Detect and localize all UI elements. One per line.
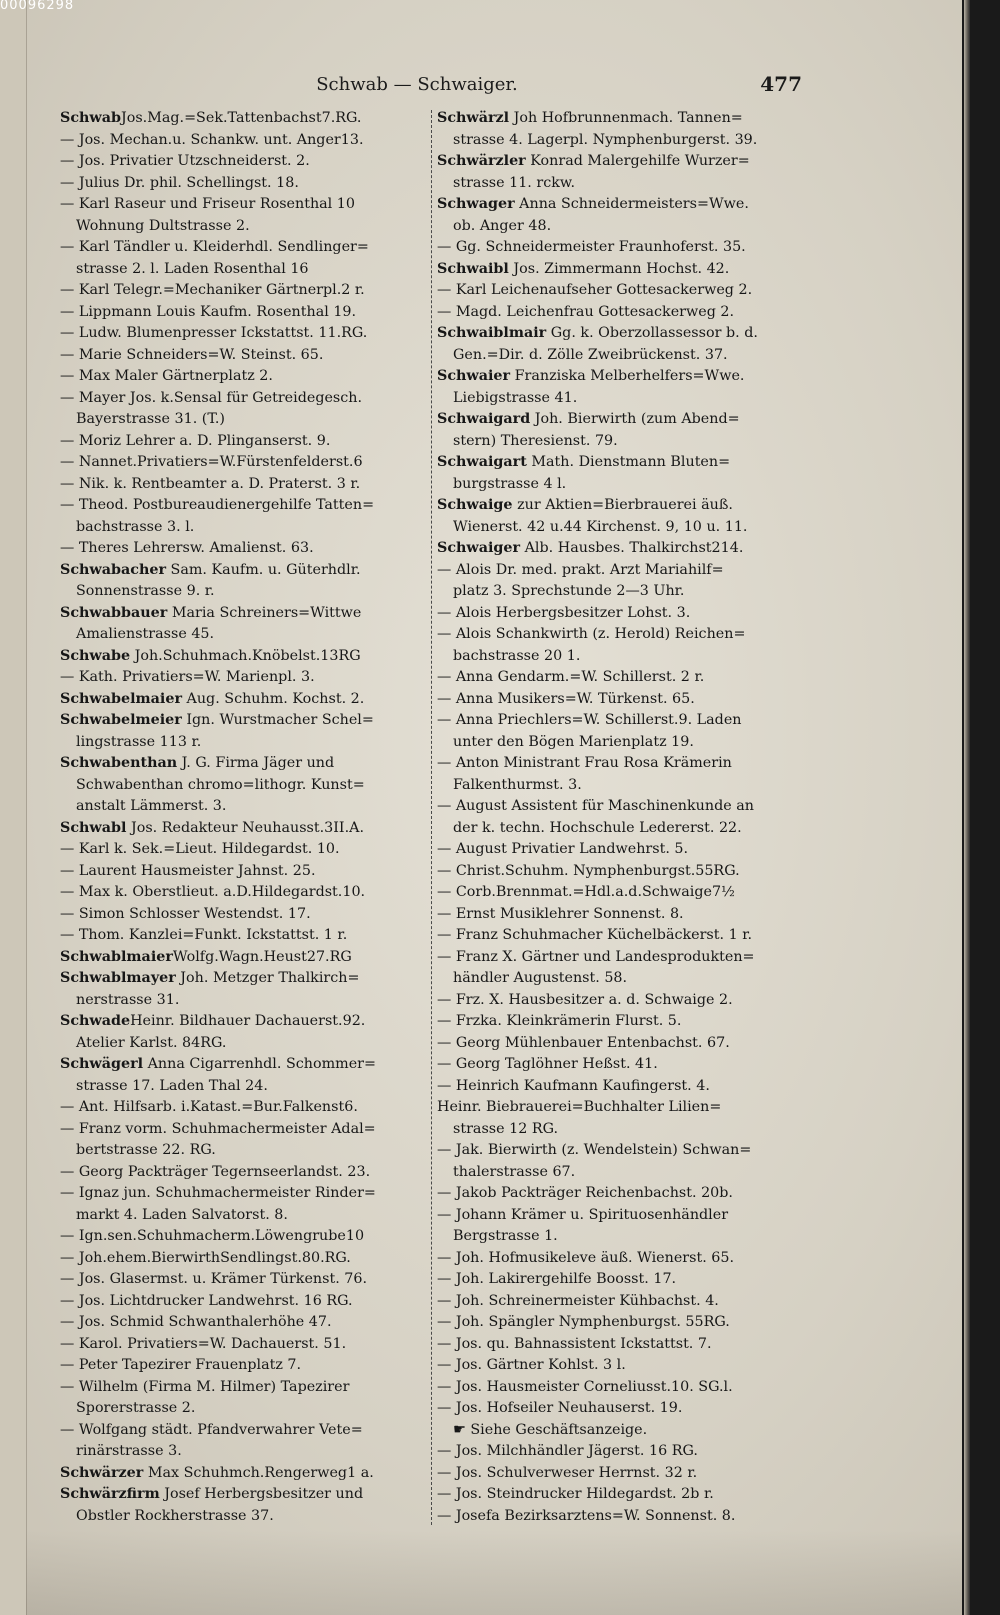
- entry-surname: Schwablmayer: [60, 970, 176, 986]
- entry-text: — Peter Tapezirer Frauenplatz 7.: [60, 1357, 302, 1373]
- entry-text: strasse 17. Laden Thal 24.: [76, 1077, 268, 1094]
- directory-entry-line: [60, 904, 430, 926]
- entry-text: anstalt Lämmerst. 3.: [76, 798, 227, 814]
- entry-text: — Jos. Lichtdrucker Landwehrst. 16 RG.: [60, 1292, 353, 1309]
- entry-text: — Karl Tändler u. Kleiderhdl. Sendlinger=: [60, 239, 369, 255]
- directory-entry-line: [437, 1420, 812, 1442]
- entry-text: Joh.Schuhmach.Knöbelst.13RG: [130, 647, 361, 664]
- entry-text: — Wilhelm (Firma M. Hilmer) Tapezirer: [60, 1378, 350, 1395]
- entry-text: unter den Bögen Marienplatz 19.: [453, 733, 694, 750]
- directory-entry-line: [60, 495, 430, 517]
- entry-text: — Laurent Hausmeister Jahnst. 25.: [60, 862, 316, 879]
- entry-text: — Jos. Mechan.u. Schankw. unt. Anger13.: [60, 131, 364, 148]
- entry-text: — Theod. Postbureaudienergehilfe Tatten=: [60, 497, 375, 513]
- directory-entry-line: [60, 818, 430, 840]
- directory-entry-line: [437, 818, 812, 840]
- entry-text: strasse 4. Lagerpl. Nymphenburgerst. 39.: [453, 131, 758, 148]
- directory-entry-line: [437, 495, 812, 517]
- directory-entry-line: [60, 1355, 430, 1377]
- directory-entry-line: [437, 861, 812, 883]
- directory-entry-line: [60, 968, 430, 990]
- entry-text: — Ignaz jun. Schuhmachermeister Rinder=: [60, 1185, 376, 1201]
- directory-entry-line: [437, 1334, 812, 1356]
- directory-entry-line: [437, 1312, 812, 1334]
- directory-entry-line: [60, 173, 430, 195]
- entry-text: Joh. Bierwirth (zum Abend=: [530, 411, 740, 427]
- entry-text: — Jos. Steindrucker Hildegardst. 2b r.: [437, 1486, 714, 1502]
- entry-surname: Schwabelmeier: [60, 712, 182, 728]
- running-head: Schwab — Schwaiger.: [316, 74, 518, 95]
- entry-text: lingstrasse 113 r.: [76, 733, 202, 750]
- entry-text: Amalienstrasse 45.: [76, 626, 215, 642]
- directory-entry-line: [437, 839, 812, 861]
- directory-entry-line: [437, 732, 812, 754]
- directory-entry-line: [437, 925, 812, 947]
- entry-text: — Wolfgang städt. Pfandverwahrer Vete=: [60, 1421, 363, 1438]
- entry-surname: Schwaibl: [437, 260, 509, 277]
- directory-entry-line: [60, 1377, 430, 1399]
- directory-entry-line: [437, 947, 812, 969]
- directory-entry-line: [437, 302, 812, 324]
- entry-text: — Joh. Spängler Nymphenburgst. 55RG.: [437, 1314, 730, 1330]
- entry-text: Bayerstrasse 31. (T.): [76, 411, 225, 427]
- directory-entry-line: [60, 1420, 430, 1442]
- entry-text: — Theres Lehrersw. Amalienst. 63.: [60, 540, 314, 556]
- entry-text: rinärstrasse 3.: [76, 1443, 182, 1459]
- entry-text: Josef Herbergsbesitzer und: [159, 1486, 364, 1502]
- directory-entry-line: [437, 603, 812, 625]
- entry-text: — Joh. Lakirergehilfe Boosst. 17.: [437, 1271, 677, 1287]
- directory-entry-line: [437, 237, 812, 259]
- directory-entry-line: [60, 1441, 430, 1463]
- directory-entry-line: [437, 323, 812, 345]
- entry-surname: Schwaigart: [437, 454, 527, 470]
- entry-surname: Schwabacher: [60, 561, 166, 578]
- entry-text: — Christ.Schuhm. Nymphenburgst.55RG.: [437, 862, 740, 879]
- directory-entry-line: [60, 1162, 430, 1184]
- entry-text: Gg. k. Oberzollassessor b. d.: [546, 325, 758, 341]
- entry-text: — Nik. k. Rentbeamter a. D. Praterst. 3 r.: [60, 475, 361, 492]
- entry-text: — Thom. Kanzlei=Funkt. Ickstattst. 1 r.: [60, 927, 348, 943]
- entry-text: — Gg. Schneidermeister Fraunhoferst. 35.: [437, 239, 746, 255]
- directory-entry-line: [60, 1205, 430, 1227]
- entry-text: Sporerstrasse 2.: [76, 1400, 196, 1416]
- entry-text: — Corb.Brennmat.=Hdl.a.d.Schwaige7½: [437, 884, 735, 900]
- directory-entry-line: [60, 1097, 430, 1119]
- directory-entry-line: [60, 1291, 430, 1313]
- entry-text: ob. Anger 48.: [453, 217, 552, 234]
- entry-text: — Karl Raseur und Friseur Rosenthal 10: [60, 196, 355, 212]
- entry-text: — Simon Schlosser Westendst. 17.: [60, 905, 311, 922]
- directory-entry-line: [60, 861, 430, 883]
- entry-text: Wohnung Dultstrasse 2.: [76, 217, 250, 234]
- directory-entry-line: [60, 1183, 430, 1205]
- entry-text: Alb. Hausbes. Thalkirchst214.: [520, 540, 744, 556]
- entry-text: Jos. Redakteur Neuhausst.3II.A.: [126, 819, 364, 836]
- directory-entry-line: [437, 1291, 812, 1313]
- entry-text: — Jos. Hofseiler Neuhauserst. 19.: [437, 1400, 683, 1416]
- directory-entry-line: [437, 581, 812, 603]
- archive-stamp: 00096298: [0, 0, 75, 13]
- entry-text: Jos.Mag.=Sek.Tattenbachst7.RG.: [121, 110, 362, 126]
- directory-entry-line: [60, 1054, 430, 1076]
- directory-entry-line: [60, 345, 430, 367]
- directory-entry-line: [60, 431, 430, 453]
- directory-entry-line: [437, 968, 812, 990]
- directory-entry-line: [437, 1097, 812, 1119]
- directory-entry-line: [437, 431, 812, 453]
- entry-text: Math. Dienstmann Bluten=: [526, 454, 731, 470]
- entry-text: — Jos. Glasermst. u. Krämer Türkenst. 76.: [60, 1271, 368, 1287]
- directory-entry-line: [60, 1506, 430, 1528]
- directory-entry-line: [437, 646, 812, 668]
- directory-entry-line: [437, 1076, 812, 1098]
- directory-entry-line: [437, 474, 812, 496]
- directory-entry-line: [60, 194, 430, 216]
- entry-text: Gen.=Dir. d. Zölle Zweibrückenst. 37.: [453, 346, 728, 363]
- entry-text: — Joh. Hofmusikeleve äuß. Wienerst. 65.: [437, 1249, 735, 1266]
- directory-entry-line: [60, 474, 430, 496]
- directory-entry-line: [437, 130, 812, 152]
- entry-text: nerstrasse 31.: [76, 991, 180, 1008]
- directory-entry-line: [437, 1463, 812, 1485]
- entry-text: — Kath. Privatiers=W. Marienpl. 3.: [60, 669, 315, 685]
- entry-text: — Karol. Privatiers=W. Dachauerst. 51.: [60, 1335, 347, 1352]
- entry-text: Franziska Melberhelfers=Wwe.: [510, 368, 745, 384]
- directory-entry-line: [60, 1269, 430, 1291]
- directory-entry-line: [60, 947, 430, 969]
- entry-text: Aug. Schuhm. Kochst. 2.: [181, 690, 365, 707]
- entry-text: — Anna Gendarm.=W. Schillerst. 2 r.: [437, 669, 705, 685]
- directory-entry-line: [60, 1484, 430, 1506]
- entry-surname: Schwabl: [60, 819, 127, 836]
- entry-text: — Georg Taglöhner Heßst. 41.: [437, 1056, 658, 1072]
- entry-text: — Anna Priechlers=W. Schillerst.9. Laden: [437, 712, 742, 728]
- directory-entry-line: [437, 517, 812, 539]
- directory-entry-line: [437, 1162, 812, 1184]
- directory-entry-line: [437, 796, 812, 818]
- directory-entry-line: [60, 280, 430, 302]
- directory-entry-line: [60, 1076, 430, 1098]
- directory-entry-line: [60, 1226, 430, 1248]
- entry-text: — Jak. Bierwirth (z. Wendelstein) Schwan=: [437, 1142, 752, 1158]
- left-column: [60, 108, 430, 1527]
- directory-entry-line: [60, 732, 430, 754]
- directory-entry-line: [60, 151, 430, 173]
- entry-text: — Magd. Leichenfrau Gottesackerweg 2.: [437, 303, 735, 320]
- entry-text: — Ant. Hilfsarb. i.Katast.=Bur.Falkenst6.: [60, 1099, 358, 1115]
- entry-surname: Schwager: [437, 196, 515, 212]
- directory-entry-line: [437, 775, 812, 797]
- directory-entry-line: [437, 1506, 812, 1528]
- page-fold-edge: [964, 0, 970, 1615]
- entry-text: — Ernst Musiklehrer Sonnenst. 8.: [437, 905, 684, 922]
- entry-text: — Frz. X. Hausbesitzer a. d. Schwaige 2.: [437, 991, 733, 1008]
- directory-entry-line: [60, 753, 430, 775]
- directory-entry-line: [60, 646, 430, 668]
- entry-text: — Jos. qu. Bahnassistent Ickstattst. 7.: [437, 1335, 712, 1352]
- adjacent-page-edge: [0, 0, 27, 1615]
- entry-text: strasse 12 RG.: [453, 1120, 559, 1137]
- directory-entry-line: [437, 1183, 812, 1205]
- entry-text: bachstrasse 3. l.: [76, 518, 195, 535]
- entry-text: Heinr. Bildhauer Dachauerst.92.: [130, 1013, 366, 1029]
- entry-text: — Alois Dr. med. prakt. Arzt Mariahilf=: [437, 561, 724, 578]
- directory-entry-line: [60, 237, 430, 259]
- directory-entry-line: [60, 1334, 430, 1356]
- entry-text: — Anton Ministrant Frau Rosa Krämerin: [437, 755, 732, 771]
- entry-text: Joh Hofbrunnenmach. Tannen=: [509, 110, 743, 126]
- entry-text: strasse 11. rckw.: [453, 174, 575, 191]
- directory-entry-line: [437, 388, 812, 410]
- directory-entry-line: [437, 259, 812, 281]
- entry-text: — Franz X. Gärtner und Landesprodukten=: [437, 948, 755, 965]
- directory-entry-line: [60, 108, 430, 130]
- directory-entry-line: [437, 904, 812, 926]
- directory-entry-line: [437, 108, 812, 130]
- entry-surname: Schwaiger: [437, 540, 521, 556]
- directory-entry-line: [437, 345, 812, 367]
- entry-text: Wienerst. 42 u.44 Kirchenst. 9, 10 u. 11.: [453, 518, 748, 535]
- entry-text: — Jos. Hausmeister Corneliusst.10. SG.l.: [437, 1378, 733, 1395]
- directory-entry-line: [60, 366, 430, 388]
- directory-entry-line: [437, 1441, 812, 1463]
- entry-text: — August Privatier Landwehrst. 5.: [437, 841, 689, 857]
- entry-text: — Jos. Gärtner Kohlst. 3 l.: [437, 1357, 626, 1373]
- entry-text: — Alois Herbergsbesitzer Lohst. 3.: [437, 604, 691, 621]
- entry-text: — Max k. Oberstlieut. a.D.Hildegardst.10.: [60, 884, 366, 900]
- directory-entry-line: [437, 1398, 812, 1420]
- directory-entry-line: [60, 259, 430, 281]
- directory-entry-line: [437, 624, 812, 646]
- directory-entry-line: [437, 1377, 812, 1399]
- entry-text: — Ludw. Blumenpresser Ickstattst. 11.RG.: [60, 325, 368, 341]
- directory-entry-line: [60, 452, 430, 474]
- entry-text: burgstrasse 4 l.: [453, 475, 567, 492]
- directory-entry-line: [437, 280, 812, 302]
- directory-entry-line: [60, 538, 430, 560]
- entry-text: händler Augustenst. 58.: [453, 970, 628, 986]
- directory-entry-line: [437, 1248, 812, 1270]
- entry-text: Ign. Wurstmacher Schel=: [181, 712, 374, 728]
- directory-entry-line: [60, 1119, 430, 1141]
- entry-surname: Schwabbauer: [60, 604, 168, 621]
- entry-text: — Josefa Bezirksarztens=W. Sonnenst. 8.: [437, 1507, 736, 1524]
- entry-surname: Schwabelmaier: [60, 690, 182, 707]
- entry-text: thalerstrasse 67.: [453, 1163, 576, 1180]
- entry-text: — Moriz Lehrer a. D. Plinganserst. 9.: [60, 432, 331, 449]
- entry-text: bertstrasse 22. RG.: [76, 1142, 216, 1158]
- entry-text: Jos. Zimmermann Hochst. 42.: [508, 260, 730, 277]
- directory-entry-line: [437, 1226, 812, 1248]
- directory-entry-line: [437, 1119, 812, 1141]
- directory-entry-line: [60, 323, 430, 345]
- directory-entry-line: [437, 1484, 812, 1506]
- entry-surname: Schwaier: [437, 368, 511, 384]
- entry-surname: Schwaigard: [437, 411, 531, 427]
- entry-surname: Schwabe: [60, 647, 131, 664]
- directory-entry-line: [60, 1248, 430, 1270]
- entry-surname: Schwaiblmair: [437, 325, 547, 341]
- directory-entry-line: [60, 517, 430, 539]
- directory-entry-line: [60, 667, 430, 689]
- entry-surname: Schwade: [60, 1013, 131, 1029]
- entry-text: stern) Theresienst. 79.: [453, 432, 618, 449]
- directory-entry-line: [60, 689, 430, 711]
- entry-text: Sam. Kaufm. u. Güterhdlr.: [165, 561, 361, 578]
- entry-text: Bergstrasse 1.: [453, 1228, 558, 1244]
- entry-text: — Lippmann Louis Kaufm. Rosenthal 19.: [60, 303, 357, 320]
- entry-text: Max Schuhmch.Rengerweg1 a.: [143, 1464, 374, 1481]
- entry-text: — Karl Telegr.=Mechaniker Gärtnerpl.2 r.: [60, 282, 365, 298]
- entry-surname: Schwärzler: [437, 153, 526, 169]
- entry-text: Liebigstrasse 41.: [453, 389, 578, 406]
- entry-surname: Schwab: [60, 110, 121, 126]
- entry-text: — Max Maler Gärtnerplatz 2.: [60, 368, 273, 384]
- directory-entry-line: [437, 173, 812, 195]
- entry-surname: Schwablmaier: [60, 948, 173, 965]
- entry-text: — Anna Musikers=W. Türkenst. 65.: [437, 690, 695, 707]
- directory-entry-line: [60, 1463, 430, 1485]
- entry-surname: Schwaige: [437, 497, 513, 513]
- entry-text: — Julius Dr. phil. Schellingst. 18.: [60, 174, 299, 191]
- entry-text: Schwabenthan chromo=lithogr. Kunst=: [76, 776, 365, 793]
- directory-entry-line: [60, 1033, 430, 1055]
- directory-entry-line: [60, 796, 430, 818]
- directory-entry-line: [437, 1033, 812, 1055]
- directory-entry-line: [437, 1269, 812, 1291]
- entry-text: — Franz Schuhmacher Küchelbäckerst. 1 r.: [437, 927, 753, 943]
- entry-text: — August Assistent für Maschinenkunde an: [437, 798, 754, 814]
- column-divider: [431, 110, 432, 1525]
- directory-entry-line: [60, 603, 430, 625]
- entry-text: Sonnenstrasse 9. r.: [76, 583, 215, 599]
- directory-entry-line: [437, 1011, 812, 1033]
- entry-text: markt 4. Laden Salvatorst. 8.: [76, 1206, 288, 1223]
- entry-text: — Heinrich Kaufmann Kaufingerst. 4.: [437, 1077, 710, 1094]
- entry-text: — Jos. Privatier Utzschneiderst. 2.: [60, 153, 310, 169]
- entry-text: — Georg Packträger Tegernseerlandst. 23.: [60, 1163, 371, 1180]
- directory-entry-line: [60, 388, 430, 410]
- entry-text: Falkenthurmst. 3.: [453, 776, 582, 793]
- entry-text: — Joh. Schreinermeister Kühbachst. 4.: [437, 1292, 719, 1309]
- entry-text: Joh. Metzger Thalkirch=: [175, 970, 360, 986]
- entry-text: — Jakob Packträger Reichenbachst. 20b.: [437, 1185, 733, 1201]
- directory-entry-line: [437, 710, 812, 732]
- entry-text: Heinr. Biebrauerei=Buchhalter Lilien=: [437, 1099, 722, 1115]
- entry-text: der k. techn. Hochschule Ledererst. 22.: [453, 819, 742, 836]
- entry-text: — Mayer Jos. k.Sensal für Getreidegesch.: [60, 389, 363, 406]
- directory-entry-line: [60, 925, 430, 947]
- directory-entry-line: [60, 302, 430, 324]
- entry-text: Anna Schneidermeisters=Wwe.: [514, 196, 749, 212]
- entry-text: — Ign.sen.Schuhmacherm.Löwengrube10: [60, 1228, 365, 1244]
- directory-entry-line: [437, 667, 812, 689]
- entry-text: — Jos. Schmid Schwanthalerhöhe 47.: [60, 1314, 332, 1330]
- directory-entry-line: [437, 1140, 812, 1162]
- entry-text: — Alois Schankwirth (z. Herold) Reichen=: [437, 626, 746, 642]
- entry-surname: Schwärzfirm: [60, 1486, 160, 1502]
- directory-entry-line: [437, 452, 812, 474]
- entry-text: — Johann Krämer u. Spirituosenhändler: [437, 1206, 729, 1223]
- entry-text: — Nannet.Privatiers=W.Fürstenfelderst.6: [60, 454, 363, 470]
- directory-entry-line: [60, 216, 430, 238]
- directory-entry-line: [437, 366, 812, 388]
- directory-entry-line: [60, 1140, 430, 1162]
- entry-text: — Karl k. Sek.=Lieut. Hildegardst. 10.: [60, 841, 340, 857]
- directory-entry-line: [60, 581, 430, 603]
- directory-entry-line: [60, 775, 430, 797]
- directory-entry-line: [60, 839, 430, 861]
- entry-surname: Schwärzl: [437, 110, 510, 126]
- right-column: [437, 108, 812, 1527]
- entry-surname: Schwärzer: [60, 1464, 144, 1481]
- directory-entry-line: [60, 1398, 430, 1420]
- directory-entry-line: [437, 538, 812, 560]
- directory-entry-line: [60, 409, 430, 431]
- entry-surname: Schwägerl: [60, 1056, 144, 1072]
- page-header: [32, 74, 802, 98]
- entry-text: — Marie Schneiders=W. Steinst. 65.: [60, 346, 324, 363]
- directory-entry-line: [437, 194, 812, 216]
- entry-text: zur Aktien=Bierbrauerei äuß.: [512, 497, 733, 513]
- directory-entry-line: [437, 1205, 812, 1227]
- directory-entry-line: [437, 882, 812, 904]
- entry-surname: Schwabenthan: [60, 755, 178, 771]
- directory-entry-line: [437, 990, 812, 1012]
- directory-entry-line: [60, 1011, 430, 1033]
- directory-entry-line: [437, 1054, 812, 1076]
- directory-entry-line: [60, 1312, 430, 1334]
- directory-entry-line: [437, 409, 812, 431]
- entry-text: — Jos. Milchhändler Jägerst. 16 RG.: [437, 1443, 698, 1459]
- entry-text: bachstrasse 20 1.: [453, 647, 581, 664]
- directory-entry-line: [60, 560, 430, 582]
- directory-entry-line: [60, 990, 430, 1012]
- entry-text: Wolfg.Wagn.Heust27.RG: [172, 948, 352, 965]
- entry-text: Maria Schreiners=Wittwe: [167, 604, 362, 621]
- directory-entry-line: [437, 151, 812, 173]
- directory-entry-line: [437, 216, 812, 238]
- entry-text: ☛ Siehe Geschäftsanzeige.: [453, 1421, 648, 1438]
- directory-entry-line: [60, 882, 430, 904]
- entry-text: — Frzka. Kleinkrämerin Flurst. 5.: [437, 1013, 682, 1029]
- entry-text: strasse 2. l. Laden Rosenthal 16: [76, 260, 309, 277]
- entry-text: — Karl Leichenaufseher Gottesackerweg 2.: [437, 282, 753, 298]
- directory-entry-line: [437, 753, 812, 775]
- entry-text: — Georg Mühlenbauer Entenbachst. 67.: [437, 1034, 730, 1051]
- entry-text: — Jos. Schulverweser Herrnst. 32 r.: [437, 1464, 698, 1481]
- entry-text: J. G. Firma Jäger und: [177, 755, 335, 771]
- entry-text: Konrad Malergehilfe Wurzer=: [525, 153, 750, 169]
- entry-text: Atelier Karlst. 84RG.: [76, 1034, 227, 1051]
- page-shadow: [26, 1530, 962, 1615]
- page-number: 477: [760, 72, 802, 96]
- entry-text: — Joh.ehem.BierwirthSendlingst.80.RG.: [60, 1249, 351, 1266]
- directory-entry-line: [60, 710, 430, 732]
- directory-entry-line: [60, 624, 430, 646]
- directory-entry-line: [437, 1355, 812, 1377]
- entry-text: Anna Cigarrenhdl. Schommer=: [143, 1056, 376, 1072]
- entry-text: — Franz vorm. Schuhmachermeister Adal=: [60, 1120, 376, 1137]
- directory-entry-line: [437, 689, 812, 711]
- entry-text: platz 3. Sprechstunde 2—3 Uhr.: [453, 583, 685, 599]
- directory-entry-line: [437, 560, 812, 582]
- entry-text: Obstler Rockherstrasse 37.: [76, 1507, 274, 1524]
- directory-entry-line: [60, 130, 430, 152]
